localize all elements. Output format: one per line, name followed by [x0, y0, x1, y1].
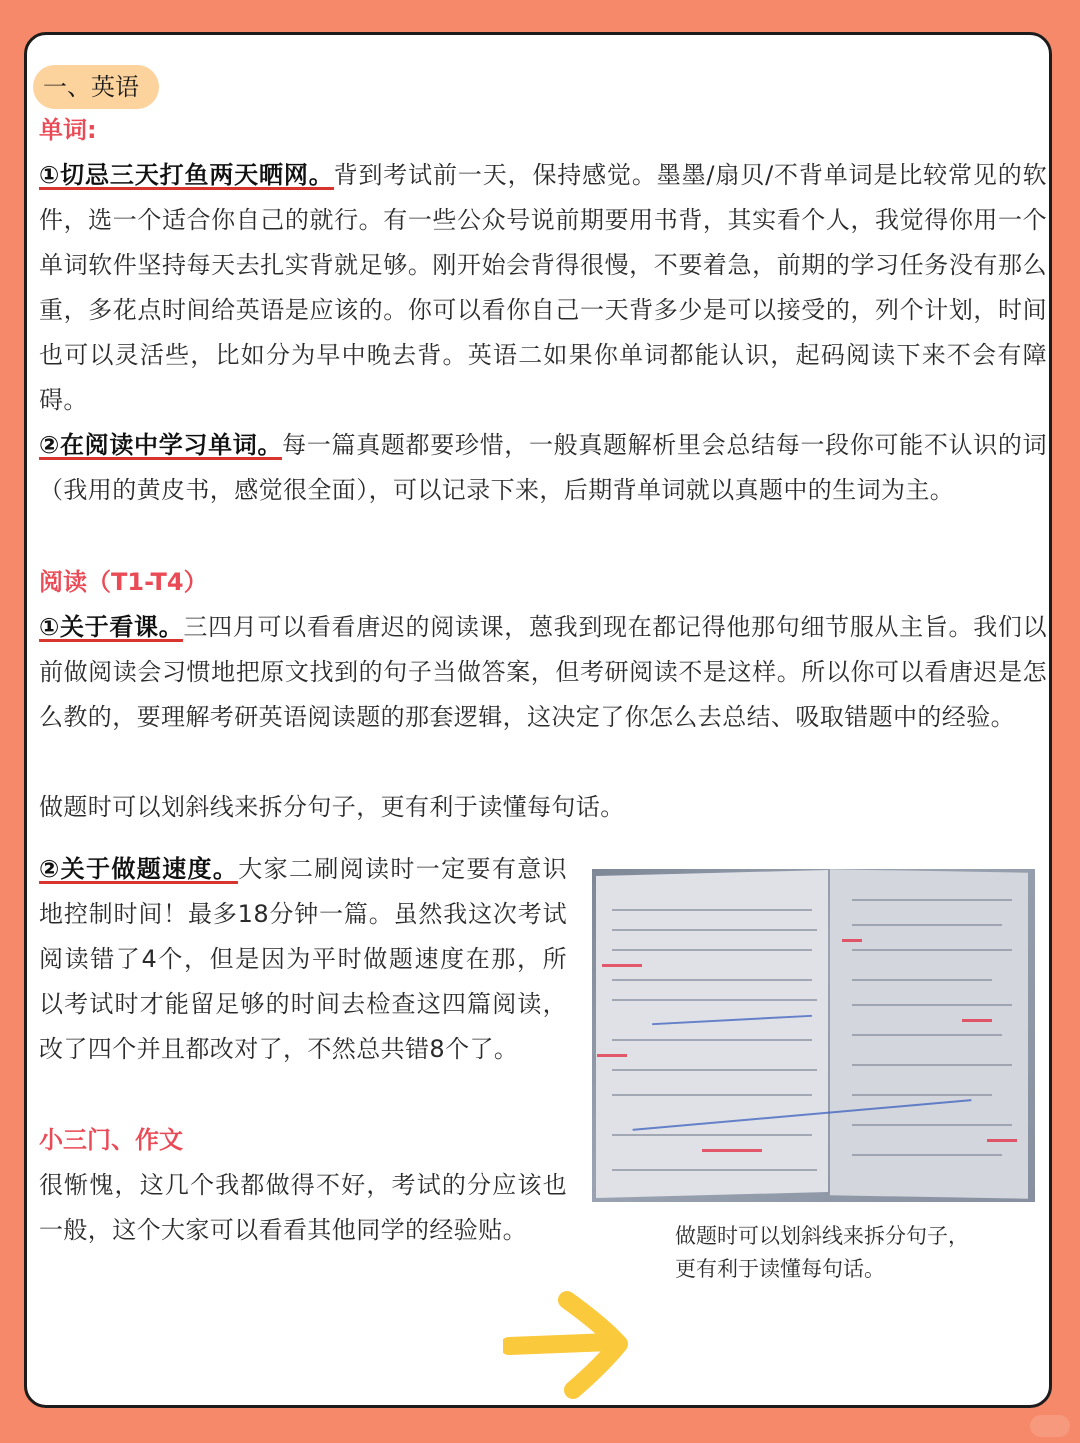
reading-extra-tip: 做题时可以划斜线来拆分句子，更有利于读懂每句话。 [39, 793, 625, 821]
vocab-tip-1-title: ①切忌三天打鱼两天晒网。 [39, 161, 334, 189]
vocab-tip-1-text: 背到考试前一天，保持感觉。墨墨/扇贝/不背单词是比较常见的软件，选一个适合你自己的就行。有一些公众号说前期要用书背，其实看个人，我觉得你用一个单词软件坚持每天去扎实背就足够。刚开始会背得很慢，不要着急，前期的学习任务没有那么重，多花点时间给英语是应该的。你可以看你自己一天背多少是可以接受的，列个计划，时间也可以灵活些，比如分为早中晚去背。英语二如果你单词都能认识，起码阅读下来不会有障碍。 [39, 161, 1047, 414]
vocab-tip-2-title: ②在阅读中学习单词。 [39, 431, 283, 459]
note-card [24, 32, 1052, 1408]
section-pill [33, 65, 159, 109]
photo-caption: 做题时可以划斜线来拆分句子，更有利于读懂每句话。 [675, 1224, 969, 1281]
reading-tip-1-text: 三四月可以看看唐迟的阅读课，蒽我到现在都记得他那句细节服从主旨。我们以前做阅读会习惯地把原文找到的句子当做答案，但考研阅读不是这样。所以你可以看唐迟是怎么教的，要理解考研英语阅读题的那套逻辑，这决定了你怎么去总结、吸取错题中的经验。 [39, 613, 1047, 731]
exam-paper-photo [592, 869, 1035, 1202]
reading-heading: 阅读（T1-T4） [39, 568, 208, 596]
misc-paragraph: 很惭愧，这几个我都做得不好，考试的分应该也一般，这个大家可以看看其他同学的经验贴。 [39, 1171, 567, 1244]
reading-tip-2-title: ②关于做题速度。 [39, 855, 239, 883]
vocab-paragraph-2 [39, 423, 1047, 513]
watermark-badge [1030, 1415, 1070, 1437]
reading-tip-1-title: ①关于看课。 [39, 613, 184, 641]
misc-heading: 小三门、作文 [39, 1126, 183, 1154]
vocab-heading: 单词: [39, 116, 97, 144]
reading-paragraph-1 [39, 605, 1047, 740]
vocab-tip-2-text: 每一篇真题都要珍惜，一般真题解析里会总结每一段你可能不认识的词（我用的黄皮书，感觉很全面），可以记录下来，后期背单词就以真题中的生词为主。 [39, 431, 1047, 504]
section-title: 一、英语 [43, 73, 139, 101]
reading-tip-2-text: 大家二刷阅读时一定要有意识地控制时间！最多18分钟一篇。虽然我这次考试阅读错了4个，但是因为平时做题速度在那，所以考试时才能留足够的时间去检查这四篇阅读，改了四个并且都改对了，不然总共错8个了。 [39, 855, 567, 1063]
reading-paragraph-2 [39, 847, 567, 1072]
arrow-right-icon [503, 1290, 633, 1404]
vocab-paragraph-1 [39, 153, 1047, 423]
